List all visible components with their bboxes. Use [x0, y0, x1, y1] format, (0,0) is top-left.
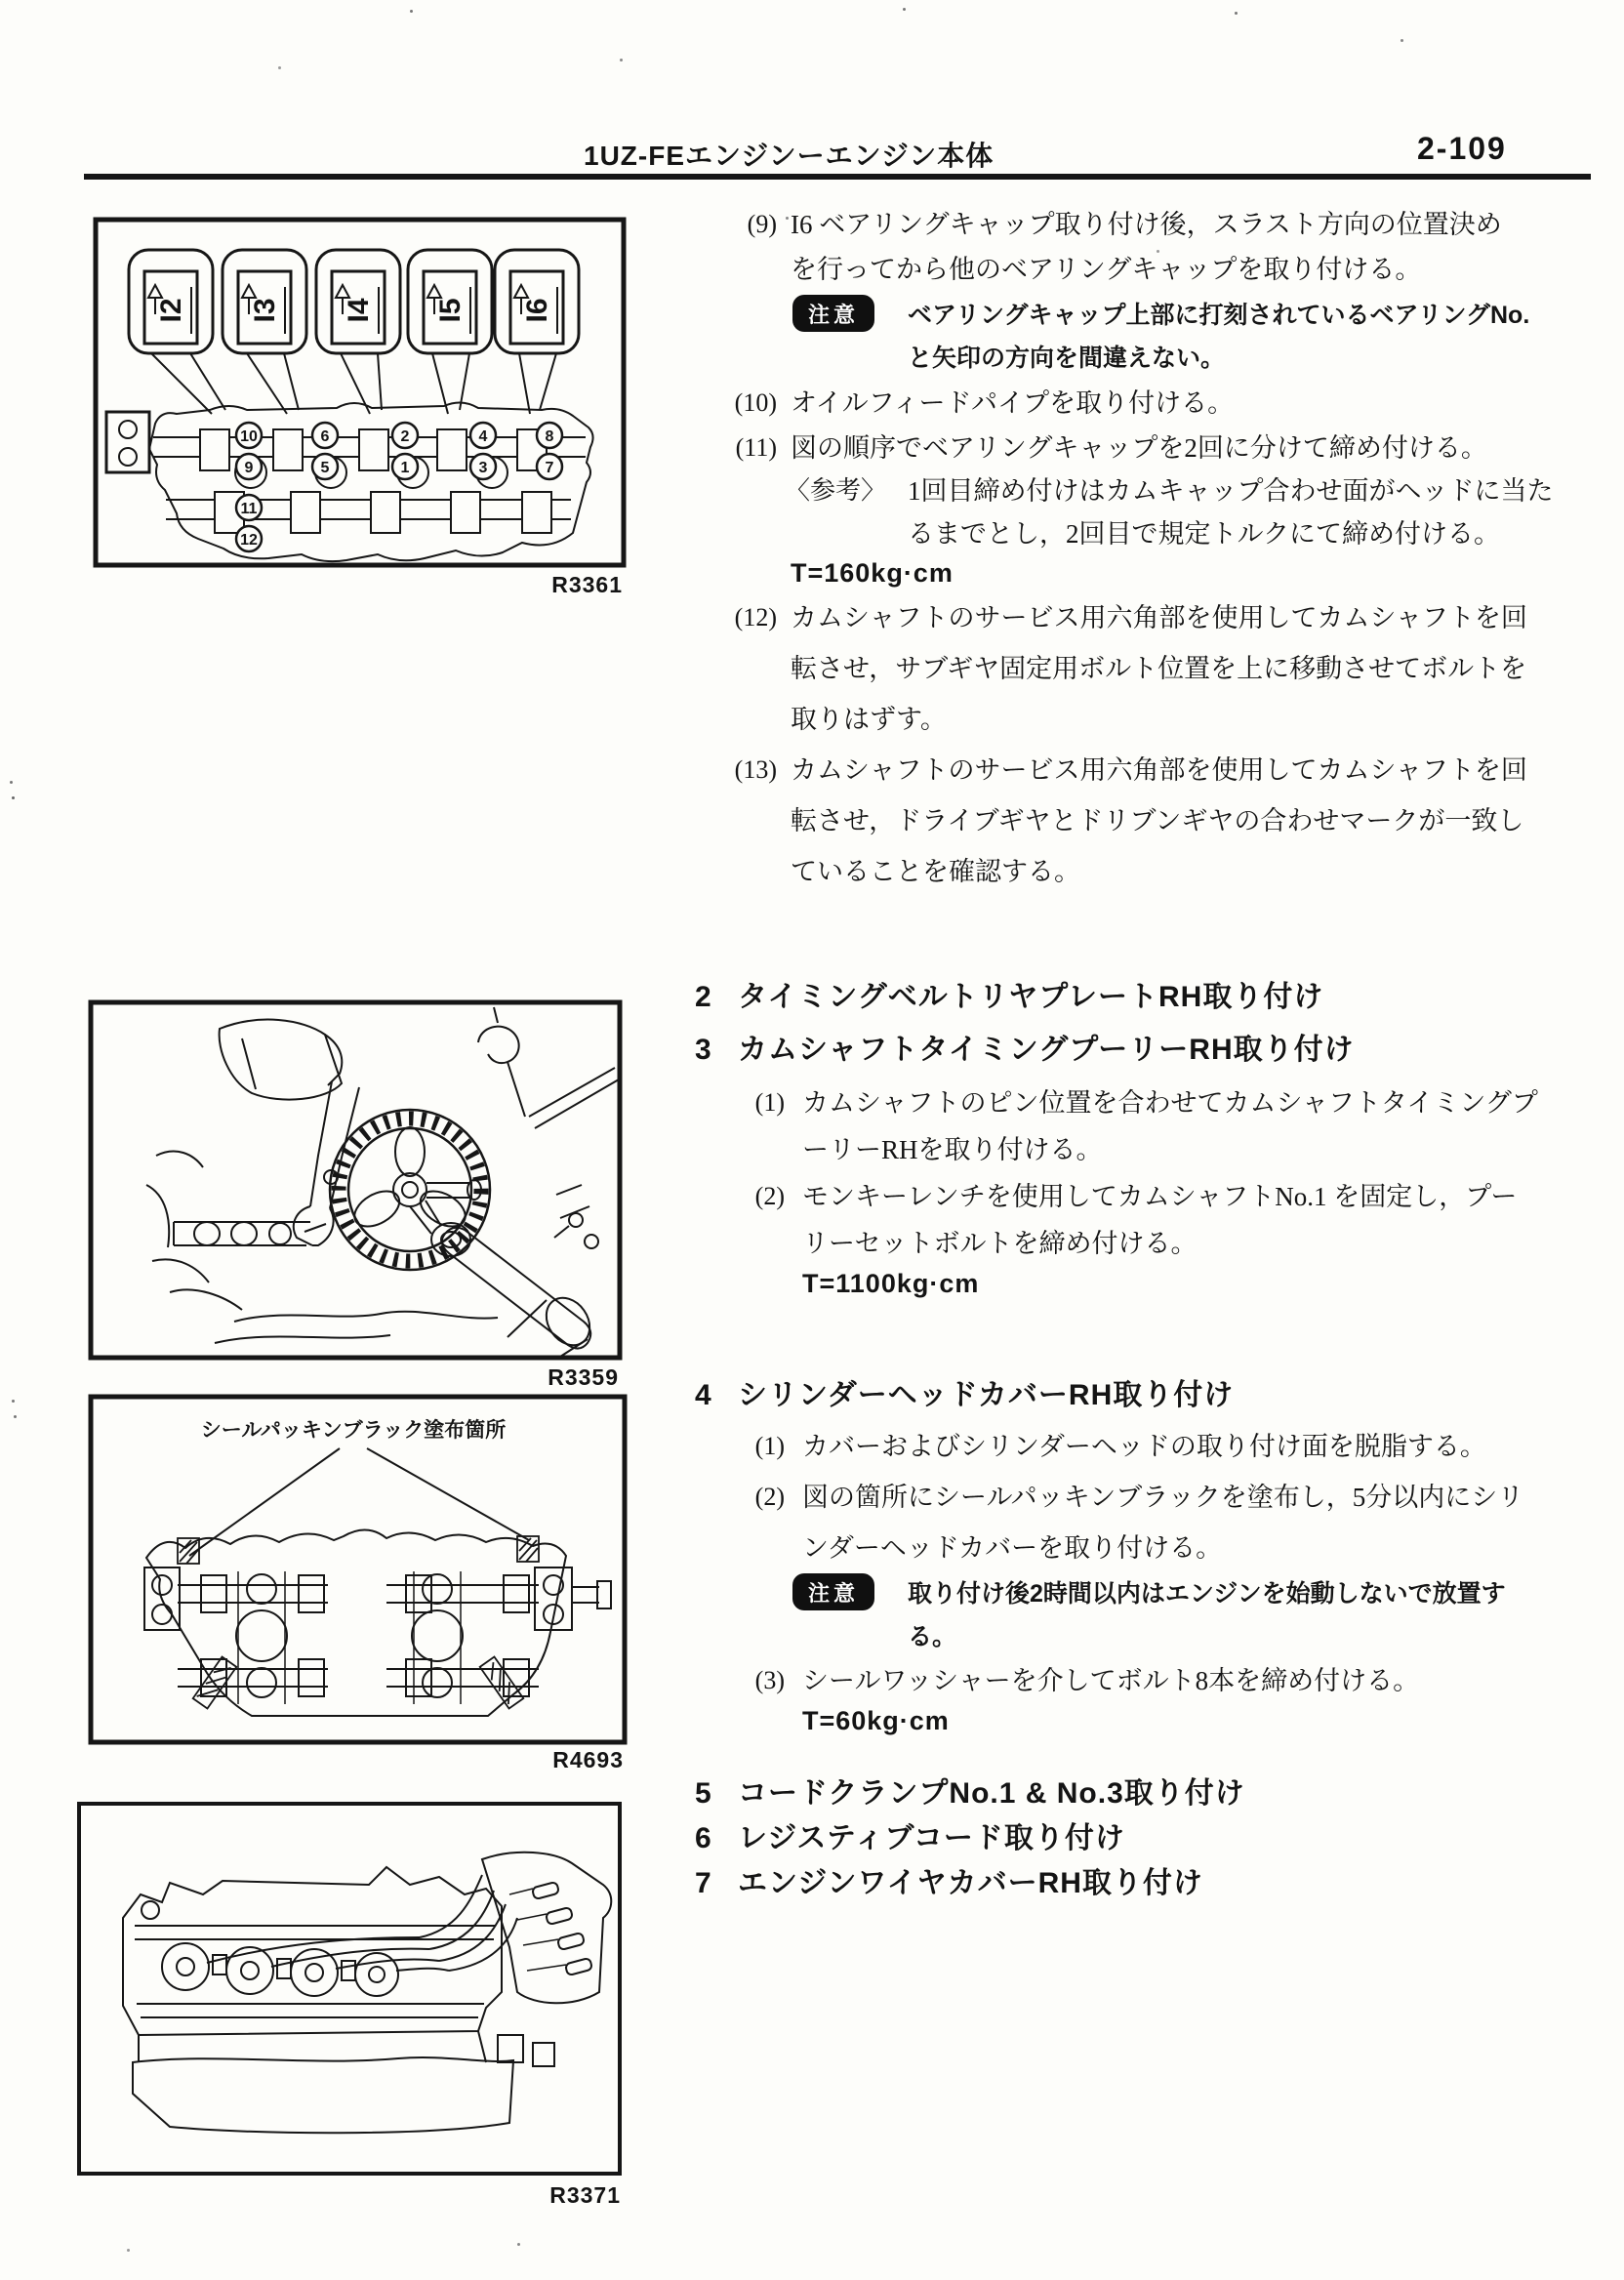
step-3-2-line-2: リーセットボルトを締め付ける。 — [802, 1229, 1198, 1258]
cap-label: I2 — [155, 298, 187, 323]
valve-cover — [123, 1867, 502, 2035]
svg-text:11: 11 — [240, 501, 258, 517]
section-6-title: レジスティブコード取り付け — [738, 1822, 1125, 1854]
caution-1-line-2: と矢印の方向を間違えない。 — [908, 345, 1226, 372]
figure-pulley-install — [88, 999, 623, 1361]
section-3-number: 3 — [695, 1034, 711, 1066]
figure-code-r4693: R4693 — [552, 1747, 624, 1772]
caution-badge: 注意 — [792, 1573, 874, 1610]
step-11-number: (11) — [735, 433, 777, 462]
step-9-number: (9) — [747, 210, 777, 238]
header-rule — [84, 174, 1591, 180]
step-3-2-number: (2) — [754, 1182, 785, 1210]
figure-code-r3359: R3359 — [548, 1364, 619, 1390]
camshaft — [174, 1222, 310, 1245]
svg-text:12: 12 — [240, 532, 258, 549]
step-4-3-line-1: シールワッシャーを介してボルト8本を締め付ける。 — [802, 1666, 1420, 1695]
reference-line-1: 1回目締め付けはカムキャップ合わせ面がヘッドに当た — [908, 476, 1554, 506]
cap-label: I4 — [343, 298, 375, 323]
svg-text:8: 8 — [545, 428, 554, 445]
step-4-2-number: (2) — [754, 1483, 785, 1511]
step-13-number: (13) — [734, 755, 777, 784]
lower-block — [133, 2031, 554, 2133]
svg-text:4: 4 — [478, 428, 488, 445]
seal-packing-annotation: シールパッキンブラック塗布箇所 — [200, 1419, 507, 1442]
torque-spec-160: T=160kg·cm — [791, 558, 954, 588]
figure-code-r3371: R3371 — [549, 2182, 621, 2208]
step-4-1-number: (1) — [754, 1432, 785, 1460]
engine-contours — [146, 1152, 498, 1343]
step-3-2-line-1: モンキーレンチを使用してカムシャフトNo.1 を固定し，プー — [802, 1182, 1518, 1211]
step-12-line-2: 転させ，サブギヤ固定用ボルト位置を上に移動させてボルトを — [791, 654, 1527, 683]
figure-code-r3361: R3361 — [551, 572, 623, 597]
caution-badge: 注意 — [792, 295, 874, 332]
section-4-number: 4 — [695, 1379, 711, 1411]
torque-spec-1100: T=1100kg·cm — [802, 1269, 980, 1298]
caution-2-line-1: 取り付け後2時間以内はエンジンを始動しないで放置す — [908, 1580, 1506, 1608]
caution-1-line-1: ベアリングキャップ上部に打刻されているベアリングNo. — [908, 302, 1530, 329]
step-10-number: (10) — [734, 388, 777, 417]
figure-frame — [91, 1002, 620, 1358]
figure-bearing-cap-order — [93, 217, 627, 568]
svg-text:2: 2 — [400, 428, 410, 445]
cap-label: I5 — [434, 298, 467, 323]
scan-noise — [903, 8, 906, 11]
scan-noise — [10, 781, 13, 784]
section-7-number: 7 — [695, 1867, 711, 1899]
step-11-line-1: 図の順序でベアリングキャップを2回に分けて締め付ける。 — [791, 433, 1487, 463]
svg-text:6: 6 — [320, 428, 330, 445]
timing-pulley — [330, 1110, 490, 1270]
reference-label: 〈参考〉 — [785, 476, 887, 505]
scan-noise — [410, 10, 413, 13]
torque-spec-60: T=60kg·cm — [802, 1706, 950, 1735]
svg-text:9: 9 — [244, 460, 254, 476]
caution-2-line-2: る。 — [908, 1623, 957, 1650]
step-4-1-line-1: カバーおよびシリンダーヘッドの取り付け面を脱脂する。 — [802, 1432, 1486, 1461]
misc-details — [508, 1185, 598, 1357]
step-4-2-line-2: ンダーヘッドカバーを取り付ける。 — [802, 1533, 1223, 1563]
step-3-1-line-1: カムシャフトのピン位置を合わせてカムシャフトタイミングプ — [802, 1088, 1538, 1118]
cap-label-balloons — [129, 250, 579, 414]
hook-and-rod — [478, 1007, 619, 1128]
svg-text:10: 10 — [240, 428, 258, 445]
section-7-title: エンジンワイヤカバーRH取り付け — [738, 1867, 1203, 1899]
section-2-title: タイミングベルトリヤプレートRH取り付け — [738, 981, 1324, 1013]
step-10-line-1: オイルフィードパイプを取り付ける。 — [791, 388, 1235, 418]
section-5-number: 5 — [695, 1777, 711, 1810]
step-3-1-number: (1) — [754, 1088, 785, 1117]
seal-hatch-marks — [178, 1536, 539, 1708]
svg-text:7: 7 — [545, 460, 554, 476]
step-12-line-1: カムシャフトのサービス用六角部を使用してカムシャフトを回 — [791, 603, 1527, 632]
section-5-title: コードクランプNo.1 & No.3取り付け — [738, 1777, 1245, 1810]
section-2-number: 2 — [695, 981, 711, 1013]
svg-text:5: 5 — [320, 460, 330, 476]
svg-text:1: 1 — [400, 460, 410, 476]
section-3-title: カムシャフトタイミングプーリーRH取り付け — [738, 1034, 1355, 1066]
figure-seal-packing — [88, 1394, 628, 1745]
step-4-2-line-1: 図の箇所にシールパッキンブラックを塗布し，5分以内にシリ — [802, 1483, 1524, 1512]
step-3-1-line-2: ーリーRHを取り付ける。 — [802, 1135, 1103, 1164]
spark-plug-wires — [207, 1875, 517, 1971]
figure-frame — [91, 1397, 625, 1742]
step-9-line-1: I6 ベアリングキャップ取り付け後，スラスト方向の位置決め — [791, 210, 1502, 239]
step-13-line-1: カムシャフトのサービス用六角部を使用してカムシャフトを回 — [791, 755, 1527, 785]
step-13-line-3: ていることを確認する。 — [791, 857, 1080, 886]
step-12-number: (12) — [734, 603, 777, 631]
step-13-line-2: 転させ，ドライブギヤとドリブンギヤの合わせマークが一致し — [791, 806, 1524, 835]
page-title: 1UZ-FEエンジンーエンジン本体 — [584, 141, 995, 171]
figure-wire-cover — [76, 1801, 623, 2177]
step-12-line-3: 取りはずす。 — [791, 705, 947, 734]
page-number: 2-109 — [1417, 131, 1507, 166]
reference-line-2: るまでとし，2回目で規定トルクにて締め付ける。 — [908, 519, 1500, 549]
section-4-title: シリンダーヘッドカバーRH取り付け — [738, 1379, 1235, 1411]
cap-label: I3 — [249, 298, 281, 323]
step-4-3-number: (3) — [754, 1666, 785, 1694]
cap-label: I6 — [521, 298, 553, 323]
cylinder-head-top-view — [106, 402, 593, 561]
section-6-number: 6 — [695, 1822, 711, 1854]
step-9-line-2: を行ってから他のベアリングキャップを取り付ける。 — [791, 255, 1422, 284]
svg-text:3: 3 — [478, 460, 488, 476]
